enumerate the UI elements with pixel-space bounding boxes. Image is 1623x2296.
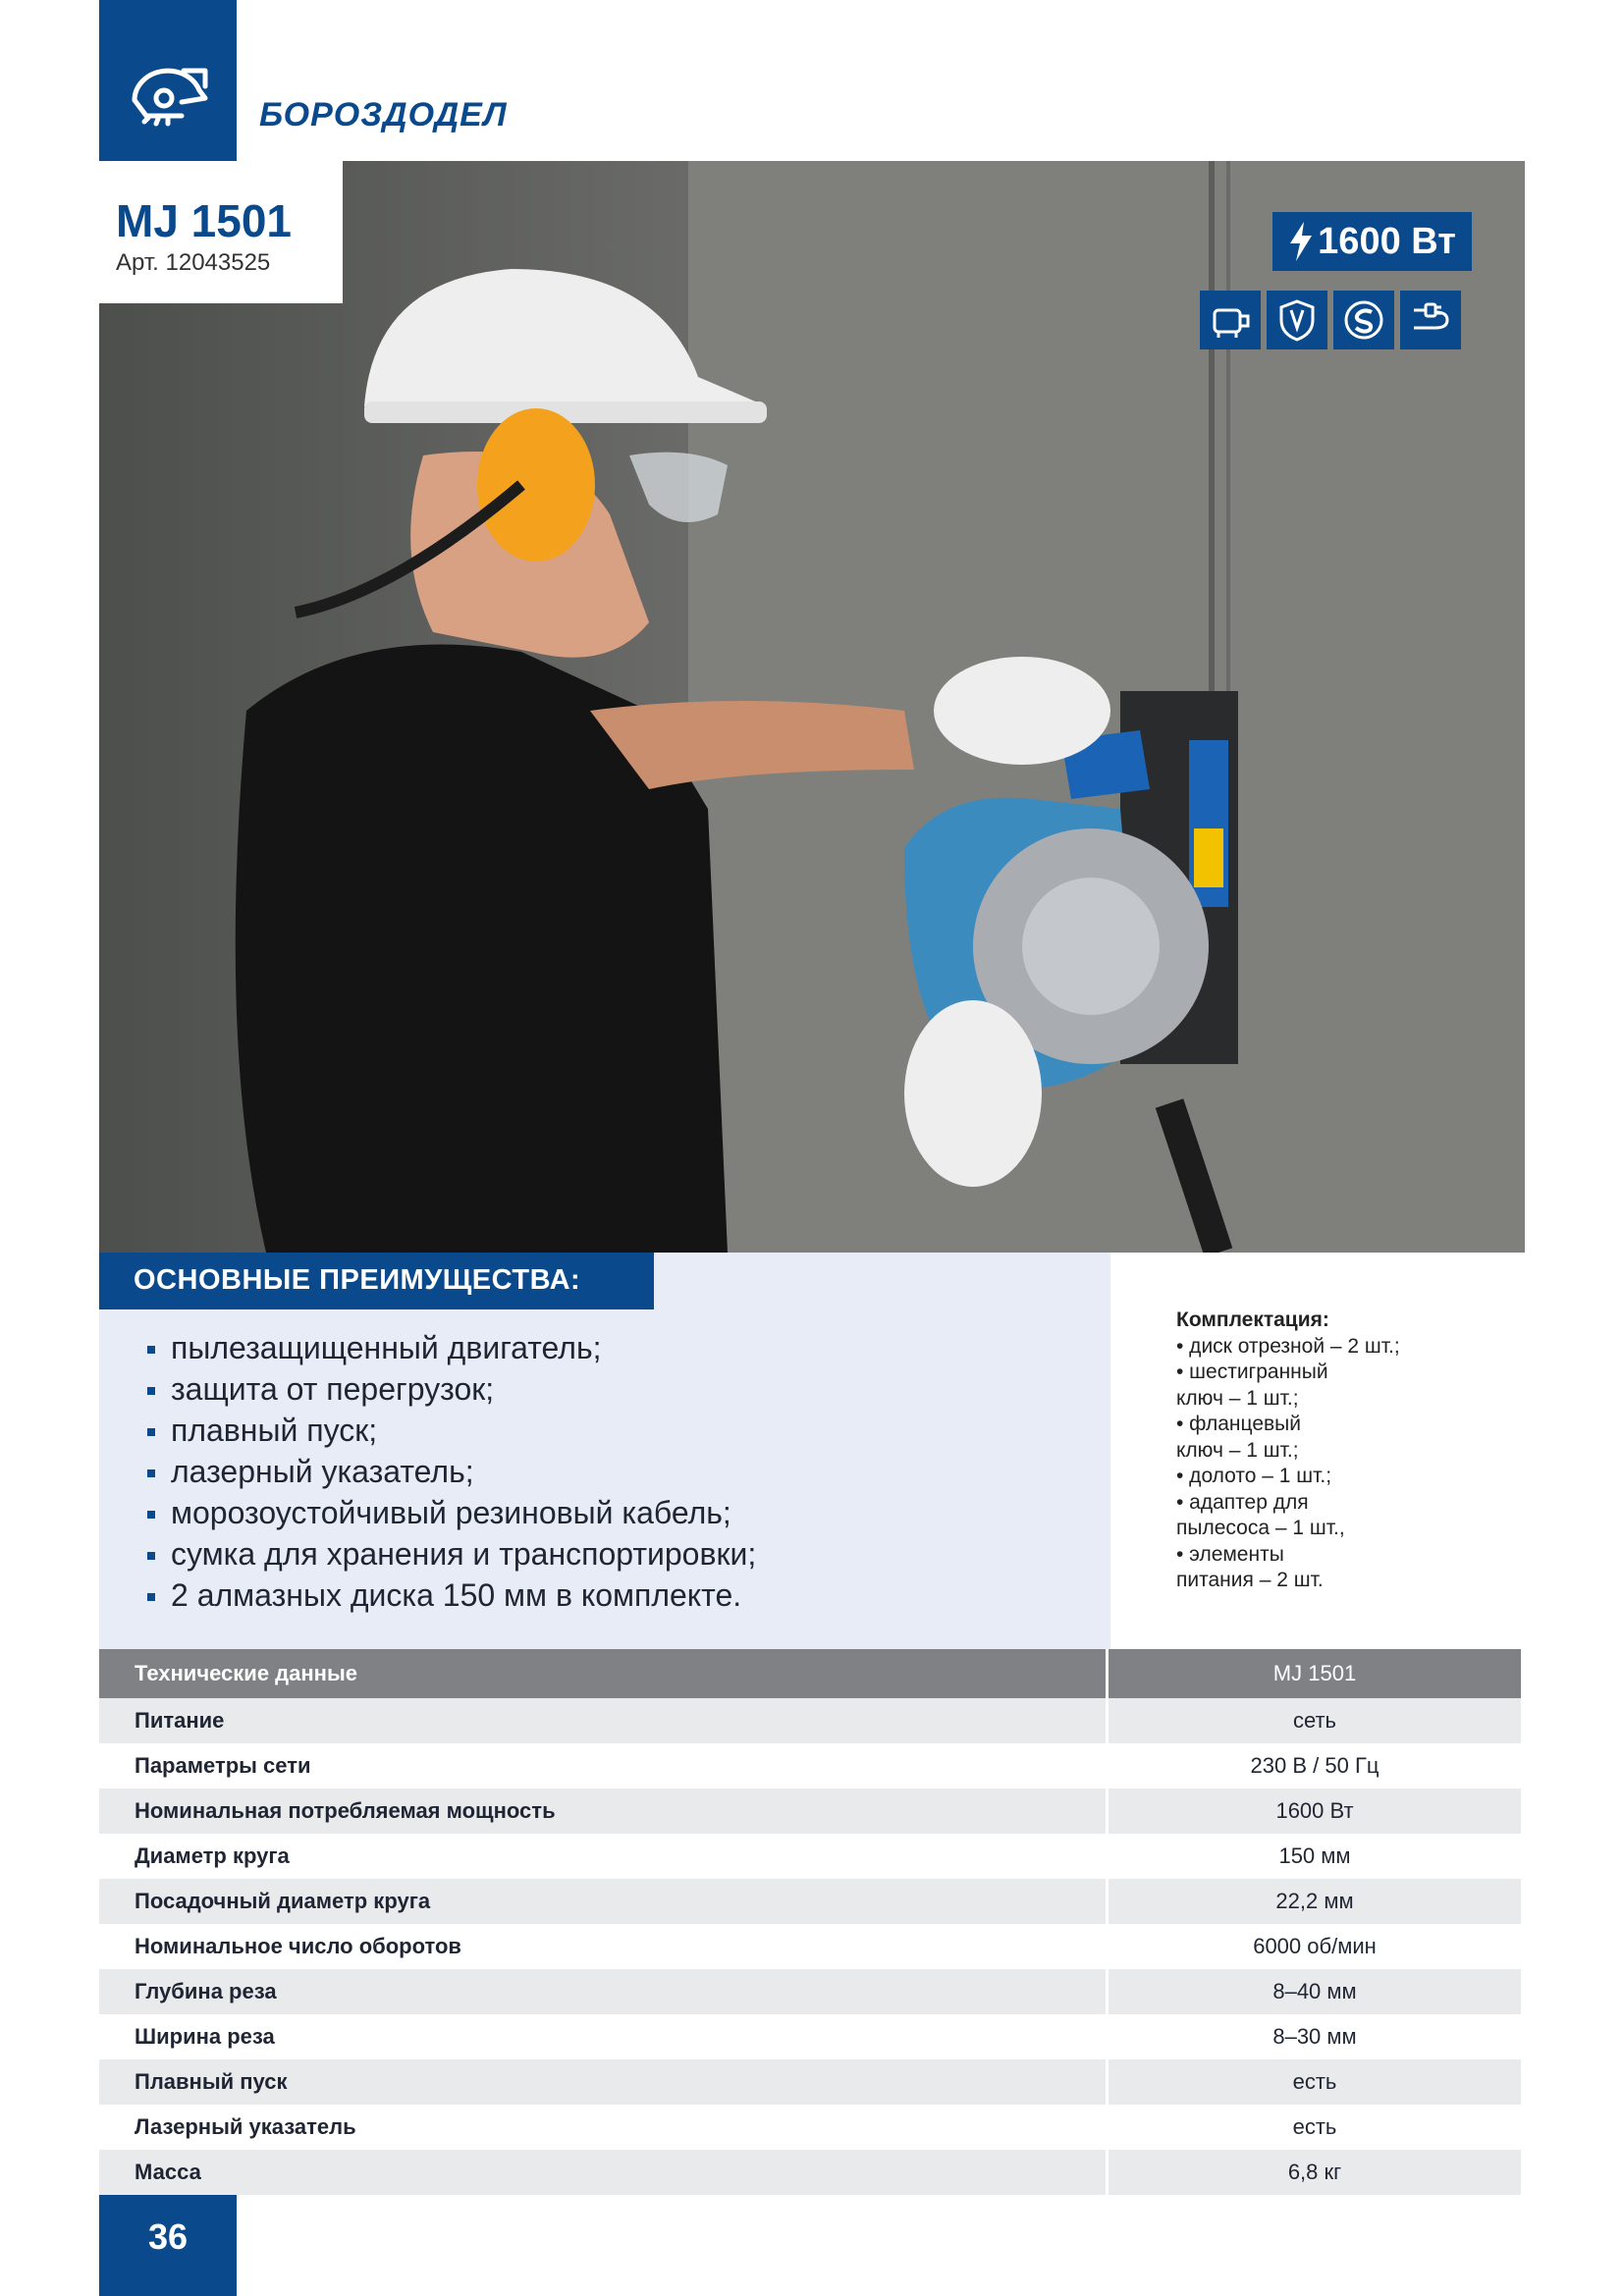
table-row bbox=[99, 2014, 1521, 2059]
kit-item: • адаптер для пылесоса – 1 шт., bbox=[1176, 1490, 1345, 1539]
spec-label: Масса bbox=[99, 2150, 1108, 2195]
spec-value: 1600 Вт bbox=[1108, 1789, 1522, 1834]
spec-label: Глубина реза bbox=[99, 1969, 1108, 2014]
spec-value: 6,8 кг bbox=[1108, 2150, 1522, 2195]
article-number: Арт. 12043525 bbox=[116, 249, 271, 276]
kit-item: • элементы питания – 2 шт. bbox=[1176, 1542, 1324, 1591]
power-badge bbox=[1272, 212, 1472, 271]
kit-item: • долото – 1 шт.; bbox=[1176, 1465, 1332, 1487]
list-item: сумка для хранения и транспортировки; bbox=[147, 1533, 756, 1575]
power-value: 1600 Вт bbox=[1318, 220, 1456, 262]
category-title: БОРОЗДОДЕЛ bbox=[259, 96, 508, 133]
spec-label: Питание bbox=[99, 1698, 1108, 1743]
spec-value: 8–40 мм bbox=[1108, 1969, 1522, 2014]
list-item: лазерный указатель; bbox=[147, 1451, 756, 1492]
list-item: пылезащищенный двигатель; bbox=[147, 1327, 756, 1368]
spec-label: Лазерный указатель bbox=[135, 2114, 356, 2139]
table-row bbox=[99, 2059, 1521, 2105]
spec-value: 150 мм bbox=[1108, 1834, 1522, 1879]
table-row bbox=[99, 1698, 1521, 1743]
list-item: плавный пуск; bbox=[147, 1410, 756, 1451]
spec-label: Посадочный диаметр круга bbox=[99, 1879, 1108, 1924]
table-row bbox=[99, 2105, 1521, 2150]
list-item: защита от перегрузок; bbox=[147, 1368, 756, 1410]
spec-label: Плавный пуск bbox=[99, 2059, 1108, 2105]
motor-icon bbox=[1200, 291, 1261, 349]
spec-value: 6000 об/мин bbox=[1108, 1924, 1522, 1969]
advantages-title: ОСНОВНЫЕ ПРЕИМУЩЕСТВА: bbox=[134, 1264, 581, 1296]
kit-title: Комплектация: bbox=[1176, 1308, 1329, 1331]
spec-label: Диаметр круга bbox=[135, 1843, 290, 1868]
specs-header-label: Технические данные bbox=[99, 1649, 1108, 1698]
page-number: 36 bbox=[147, 2216, 189, 2257]
table-row bbox=[99, 1834, 1521, 1879]
spec-label: Параметры сети bbox=[135, 1753, 311, 1778]
spec-value: есть bbox=[1108, 2059, 1522, 2105]
list-item: 2 алмазных диска 150 мм в комплекте. bbox=[147, 1575, 756, 1616]
spec-label: Номинальное число оборотов bbox=[135, 1934, 461, 1958]
list-item: морозоустойчивый резиновый кабель; bbox=[147, 1492, 756, 1533]
category-tab bbox=[99, 0, 237, 162]
table-row bbox=[99, 1969, 1521, 2014]
wall-chaser-icon bbox=[123, 59, 213, 128]
spec-label: Ширина реза bbox=[135, 2024, 275, 2049]
advantages-list bbox=[147, 1327, 756, 1616]
lightning-icon bbox=[1288, 222, 1314, 261]
table-row bbox=[99, 1789, 1521, 1834]
spec-value: 22,2 мм bbox=[1108, 1879, 1522, 1924]
soft-start-icon bbox=[1333, 291, 1394, 349]
table-row bbox=[99, 1879, 1521, 1924]
kit-contents bbox=[1176, 1308, 1471, 1594]
spec-value: 230 В / 50 Гц bbox=[1108, 1743, 1522, 1789]
spec-value: 8–30 мм bbox=[1108, 2014, 1522, 2059]
specs-header-row bbox=[99, 1649, 1521, 1698]
cable-icon bbox=[1400, 291, 1461, 349]
shield-icon bbox=[1267, 291, 1327, 349]
spec-value: есть bbox=[1108, 2105, 1522, 2150]
spec-value: сеть bbox=[1108, 1698, 1522, 1743]
kit-item: • фланцевый ключ – 1 шт.; bbox=[1176, 1413, 1301, 1462]
kit-item: • диск отрезной – 2 шт.; bbox=[1176, 1334, 1400, 1358]
table-row bbox=[99, 2150, 1521, 2195]
specs-table bbox=[99, 1649, 1521, 2195]
specs-header-model: MJ 1501 bbox=[1108, 1649, 1522, 1698]
spec-label: Номинальная потребляемая мощность bbox=[99, 1789, 1108, 1834]
kit-item: • шестигранный ключ – 1 шт.; bbox=[1176, 1361, 1328, 1410]
table-row bbox=[99, 1743, 1521, 1789]
table-row bbox=[99, 1924, 1521, 1969]
model-name: MJ 1501 bbox=[116, 195, 293, 246]
